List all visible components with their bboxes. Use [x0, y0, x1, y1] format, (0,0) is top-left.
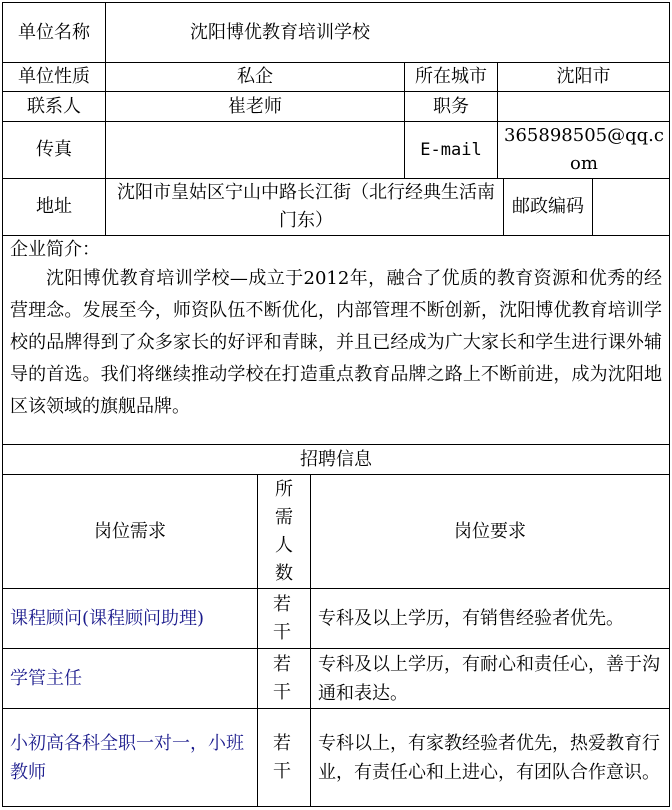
- company-nature-label: 单位性质: [18, 66, 90, 87]
- col-divider: [257, 474, 258, 806]
- table-row-count: 若干: [273, 732, 291, 782]
- requirement-column-header: 岗位要求: [454, 520, 526, 542]
- city-value: 沈阳市: [556, 66, 611, 87]
- contact-label: 联系人: [27, 95, 81, 117]
- table-row-requirement: 专科及以上学历，有耐心和责任心，善于沟通和表达。: [318, 653, 660, 704]
- col-divider: [503, 178, 504, 235]
- table-row-requirement: 专科及以上学历，有销售经验者优先。: [318, 607, 624, 629]
- job-title-label: 职务: [433, 95, 469, 117]
- table-row-requirement: 专科以上，有家教经验者优先，热爱教育行业，有责任心和上进心，有团队合作意识。: [318, 732, 660, 783]
- fax-value: [106, 122, 404, 178]
- table-row-position: 学管主任: [10, 667, 82, 689]
- address-label: 地址: [36, 196, 72, 217]
- email-label: E-mail: [420, 140, 482, 160]
- postcode-value: [593, 179, 669, 235]
- city-label: 所在城市: [415, 66, 487, 87]
- table-row-count: 若干: [273, 653, 291, 703]
- intro-text: 沈阳博优教育培训学校—成立于2012年，融合了优质的教育资源和优秀的经营理念。发展至今，师资队伍不断优化，内部管理不断创新，沈阳博优教育培训学校的品牌得到了众多家长的好评和青睐，并且已经成为广大家长和学生进行课外辅导的首选。我们将继续推动学校在打造重点教育品牌之路上不断前进，成为沈阳地区该领域的旗舰品牌。: [10, 268, 662, 417]
- table-row-count: 若干: [273, 593, 291, 643]
- company-name-label: 单位名称: [18, 21, 90, 43]
- row-divider: [2, 235, 670, 236]
- job-title-value: [498, 92, 669, 121]
- address-value: 沈阳市皇姑区宁山中路长江街（北行经典生活南门东）: [117, 182, 495, 231]
- table-border: [2, 806, 670, 807]
- table-row-position: 小初高各科全职一对一，小班教师: [10, 732, 244, 783]
- contact-value: 崔老师: [228, 95, 282, 117]
- email-value: 365898505@qq.com: [504, 125, 664, 174]
- company-name-value: 沈阳博优教育培训学校: [190, 21, 370, 43]
- postcode-label: 邮政编码: [512, 196, 584, 217]
- intro-label: 企业简介：: [10, 239, 100, 260]
- table-row-position: 课程顾问(课程顾问助理): [10, 607, 205, 629]
- count-column-header: 所需人数: [275, 478, 293, 584]
- table-border: [669, 2, 670, 807]
- position-column-header: 岗位需求: [94, 520, 166, 542]
- recruitment-title: 招聘信息: [300, 448, 372, 470]
- company-nature-value: 私企: [237, 66, 273, 87]
- fax-label: 传真: [36, 139, 72, 160]
